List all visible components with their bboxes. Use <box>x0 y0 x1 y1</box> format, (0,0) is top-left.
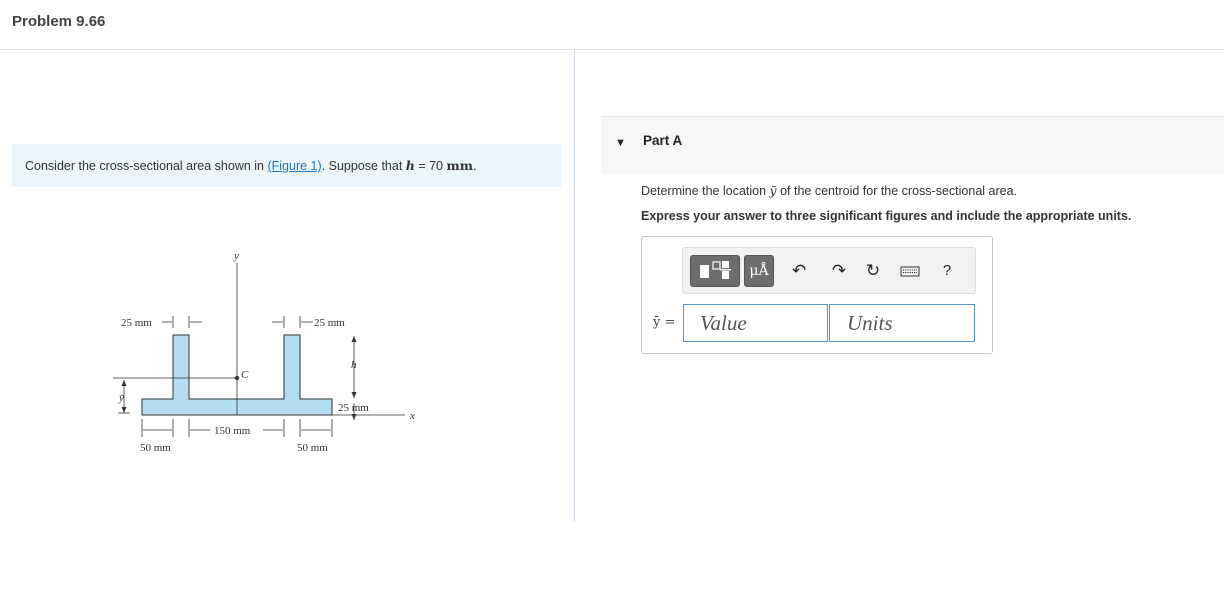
y-axis-label: y <box>234 250 239 262</box>
math-toolbar <box>682 247 976 294</box>
problem-text <box>25 158 476 173</box>
collapse-caret-icon[interactable]: ▼ <box>615 137 626 149</box>
question-before: Determine the location <box>641 184 770 198</box>
problem-text-after: . Suppose that <box>321 159 406 173</box>
answer-label: ȳ = <box>653 315 676 330</box>
reset-icon[interactable]: ↻ <box>865 261 881 280</box>
undo-icon[interactable]: ↶ <box>791 261 807 280</box>
cross-section-figure <box>100 240 430 465</box>
redo-icon[interactable]: ↷ <box>831 261 847 280</box>
value-input[interactable] <box>683 304 828 342</box>
dim-bottom-mid-label: 150 mm <box>214 425 251 437</box>
ybar-arrow-bottom <box>122 407 127 413</box>
units-button[interactable]: μÅ <box>744 255 774 287</box>
column-divider <box>574 50 575 522</box>
templates-icon <box>691 256 739 286</box>
problem-unit: mm <box>446 158 473 173</box>
problem-equals: = 70 <box>414 159 447 173</box>
dim-bottom-left-label: 50 mm <box>140 442 171 454</box>
answer-box <box>641 236 993 354</box>
problem-period: . <box>472 159 477 173</box>
units-input[interactable] <box>829 304 975 342</box>
problem-text-before: Consider the cross-sectional area shown in <box>25 159 268 173</box>
dim-bottom-right-label: 50 mm <box>297 442 328 454</box>
problem-statement <box>12 144 561 187</box>
dim-flange-label: 25 mm <box>338 402 369 414</box>
page-title: Problem 9.66 <box>12 13 106 30</box>
question-after: of the centroid for the cross-sectional area. <box>776 184 1018 198</box>
figure-link[interactable]: (Figure 1) <box>267 159 322 173</box>
ybar-label: ȳ <box>119 392 124 404</box>
h-label: h <box>351 359 357 371</box>
help-button[interactable]: ? <box>942 262 952 279</box>
page-header <box>0 0 1224 50</box>
part-a-label: Part A <box>643 133 683 148</box>
question-text <box>641 183 1017 198</box>
centroid-label: C <box>241 369 249 381</box>
templates-button[interactable] <box>690 255 740 287</box>
question-var: ȳ <box>769 183 777 198</box>
dim-top-right-label: 25 mm <box>314 317 345 329</box>
problem-variable: h <box>405 158 415 173</box>
part-a-header[interactable] <box>601 116 1224 174</box>
dim-top-left-label: 25 mm <box>121 317 152 329</box>
x-axis-label: x <box>410 410 415 422</box>
ybar-arrow-top <box>122 380 127 386</box>
keyboard-button[interactable] <box>899 255 921 287</box>
centroid-point <box>235 376 239 380</box>
keyboard-icon <box>899 255 921 287</box>
instruction-text: Express your answer to three significant figures and include the appropriate units. <box>641 209 1132 223</box>
